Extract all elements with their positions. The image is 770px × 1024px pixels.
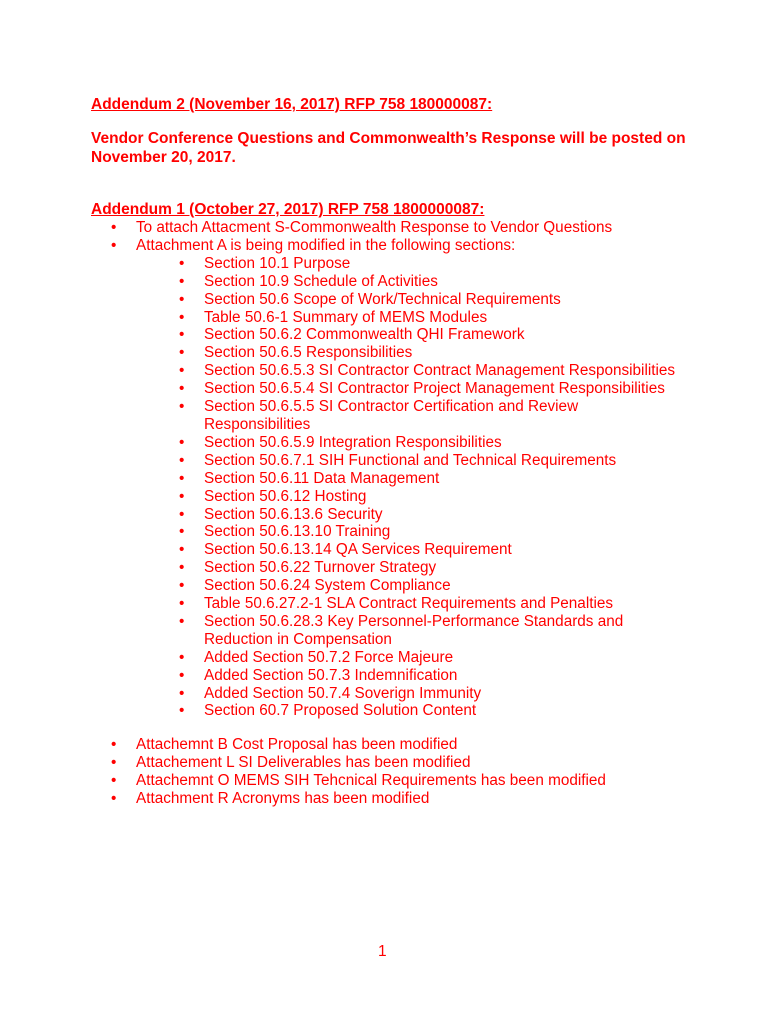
bullet-icon: • — [179, 380, 185, 398]
section-item — [179, 666, 684, 685]
list-item-text: Attachment R Acronyms has been modified — [136, 789, 430, 807]
section-item — [179, 595, 684, 613]
list-item — [0, 754, 606, 772]
list-item — [0, 237, 684, 720]
bullet-icon: • — [179, 702, 185, 720]
bullet-icon: • — [179, 290, 185, 308]
bullet-icon: • — [179, 541, 185, 559]
section-item-text: Added Section 50.7.3 Indemnification — [204, 666, 458, 684]
bullet-icon: • — [111, 236, 117, 254]
bullet-icon: • — [179, 612, 185, 630]
bullet-icon: • — [179, 505, 185, 523]
section-item — [179, 541, 684, 559]
bullet-icon: • — [179, 308, 185, 326]
section-item-text: Section 50.6.5.3 SI Contractor Contract Management Responsibilities — [204, 362, 676, 380]
section-item — [179, 308, 684, 327]
section-item-text: Section 50.6.13.14 QA Services Requirement — [204, 541, 512, 559]
section-item-text: Section 10.1 Purpose — [204, 254, 351, 272]
bullet-icon: • — [179, 362, 185, 380]
list-item-text: Attachment A is being modified in the following sections: — [136, 236, 516, 254]
list-item-text: Attachemnt O MEMS SIH Tehcnical Requirements has been modified — [136, 771, 606, 789]
section-item — [179, 523, 684, 541]
bullet-icon: • — [179, 487, 185, 505]
section-item-text: Section 50.6.22 Turnover Strategy — [204, 559, 437, 577]
list-item-text: Attachemnt B Cost Proposal has been modified — [136, 736, 458, 753]
section-item — [179, 362, 684, 380]
section-item-text: Section 50.6.5 Responsibilities — [204, 344, 413, 362]
section-item — [179, 380, 684, 398]
section-item — [179, 433, 684, 452]
bullet-icon: • — [111, 736, 117, 753]
list-item-text: To attach Attacment S-Commonwealth Response to Vendor Questions — [136, 219, 613, 236]
section-item — [179, 398, 604, 434]
section-item — [179, 612, 644, 649]
section-item-text: Section 50.6.5.5 SI Contractor Certification and Review Responsibilities — [204, 398, 579, 433]
bullet-icon: • — [179, 469, 185, 487]
addendum-2-heading: Addendum 2 (November 16, 2017) RFP 758 180000087: — [91, 96, 493, 113]
bullet-icon: • — [179, 451, 185, 469]
section-item-text: Table 50.6-1 Summary of MEMS Modules — [204, 308, 488, 326]
bullet-icon: • — [179, 398, 185, 416]
section-item-text: Section 50.6.28.3 Key Personnel-Performance Standards and Reduction in Compensation — [204, 612, 624, 648]
bullet-icon: • — [179, 433, 185, 451]
section-item-text: Section 50.6.7.1 SIH Functional and Technical Requirements — [204, 451, 617, 469]
bullet-icon: • — [179, 344, 185, 362]
section-item-text: Section 50.6.12 Hosting — [204, 487, 367, 505]
section-item — [179, 326, 684, 344]
bullet-icon: • — [179, 666, 185, 684]
bullet-icon: • — [179, 595, 185, 613]
section-item — [179, 648, 684, 667]
section-item-text: Section 50.6.11 Data Management — [204, 469, 440, 487]
section-item — [179, 344, 684, 362]
modified-sections-list — [136, 255, 684, 721]
section-item-text: Table 50.6.27.2-1 SLA Contract Requirements and Penalties — [204, 595, 614, 613]
list-item-text: Attachement L SI Deliverables has been modified — [136, 753, 471, 771]
addendum-2-notice: Vendor Conference Questions and Commonwealth’s Response will be posted on November 20, 2017. — [91, 130, 686, 166]
section-item — [179, 451, 684, 470]
section-item — [179, 577, 684, 595]
bullet-icon: • — [179, 577, 185, 595]
list-item — [0, 772, 606, 790]
bullet-icon: • — [111, 753, 117, 771]
bullet-icon: • — [179, 326, 185, 344]
bullet-icon: • — [111, 219, 117, 236]
section-item-text: Added Section 50.7.4 Soverign Immunity — [204, 684, 482, 702]
section-item-text: Section 50.6.5.4 SI Contractor Project Management Responsibilities — [204, 380, 665, 398]
section-item-text: Added Section 50.7.2 Force Majeure — [204, 648, 454, 666]
bullet-icon: • — [179, 559, 185, 577]
section-item — [179, 702, 684, 720]
section-item-text: Section 10.9 Schedule of Activities — [204, 272, 438, 290]
attachments-list — [0, 736, 606, 808]
addendum-1-heading: Addendum 1 (October 27, 2017) RFP 758 1800000087: — [91, 201, 485, 218]
section-item — [179, 290, 684, 309]
bullet-icon: • — [179, 523, 185, 541]
section-item-text: Section 50.6.5.9 Integration Responsibilities — [204, 433, 502, 451]
section-item-text: Section 50.6.2 Commonwealth QHI Framework — [204, 326, 525, 344]
bullet-icon: • — [111, 771, 117, 789]
bullet-icon: • — [179, 272, 185, 290]
bullet-icon: • — [111, 789, 117, 807]
section-item-text: Section 50.6.13.6 Security — [204, 505, 383, 523]
addendum-1-list — [0, 219, 684, 720]
section-item — [179, 505, 684, 524]
bullet-icon: • — [179, 254, 185, 272]
section-item — [179, 487, 684, 506]
section-item — [179, 272, 684, 291]
list-item — [0, 790, 606, 808]
list-item — [0, 736, 606, 754]
list-item — [0, 219, 684, 237]
section-item-text: Section 50.6 Scope of Work/Technical Requirements — [204, 290, 561, 308]
section-item-text: Section 60.7 Proposed Solution Content — [204, 702, 477, 720]
section-item — [179, 254, 684, 273]
section-item — [179, 469, 684, 488]
section-item — [179, 684, 684, 703]
section-item-text: Section 50.6.13.10 Training — [204, 523, 391, 541]
section-item — [179, 559, 684, 577]
page-number: 1 — [378, 943, 387, 960]
bullet-icon: • — [179, 684, 185, 702]
bullet-icon: • — [179, 648, 185, 666]
section-item-text: Section 50.6.24 System Compliance — [204, 577, 451, 595]
